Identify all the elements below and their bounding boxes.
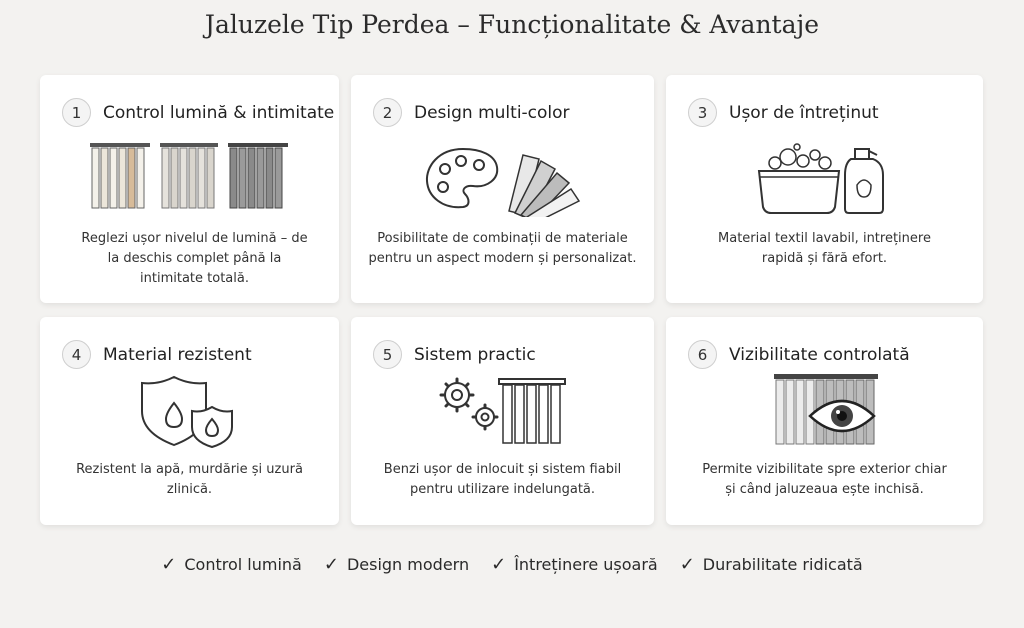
feature-card-light-control <box>40 75 339 303</box>
card-header <box>373 98 570 127</box>
feature-card-controlled-visibility <box>666 317 983 525</box>
benefit-item <box>680 554 863 575</box>
card-title: Ușor de întreținut <box>729 102 879 123</box>
page-title: Jaluzele Tip Perdea – Funcționalitate & Avantaje <box>204 10 820 39</box>
card-title: Material rezistent <box>103 344 252 365</box>
card-title: Vizibilitate controlată <box>729 344 910 365</box>
card-header <box>62 340 252 369</box>
card-header <box>688 98 879 127</box>
card-number-badge: 5 <box>373 340 402 369</box>
card-title: Design multi-color <box>414 102 570 123</box>
feature-card-multicolor <box>351 75 654 303</box>
blinds-three-panels-icon <box>40 141 339 213</box>
checkmark-icon: ✓ <box>323 554 339 575</box>
card-description: Rezistent la apă, murdărie și uzură zlinică. <box>76 462 303 497</box>
card-description: Permite vizibilitate spre exterior chiar și când jaluzeaua ește inchisă. <box>702 462 947 497</box>
card-description: Benzi ușor de inlocuit și sistem fiabil pentru utilizare indelungată. <box>383 462 622 497</box>
benefit-label: Control lumină <box>184 555 302 574</box>
benefit-label: Durabilitate ridicată <box>702 555 863 574</box>
card-header <box>373 340 536 369</box>
card-number-badge: 3 <box>688 98 717 127</box>
card-title: Sistem practic <box>414 344 536 365</box>
feature-card-durable-material <box>40 317 339 525</box>
benefit-item <box>491 554 658 575</box>
card-number-badge: 4 <box>62 340 91 369</box>
feature-card-practical-system <box>351 317 654 525</box>
card-header <box>62 98 334 127</box>
card-title: Control lumină & intimitate <box>103 102 335 123</box>
eye-blinds-icon <box>666 372 983 448</box>
card-description: Material textil lavabil, intreținere rapidă și fără efort. <box>718 231 931 266</box>
card-number-badge: 6 <box>688 340 717 369</box>
card-description: Reglezi ușor nivelul de lumină – de la deschis complet până la intimitate totală. <box>81 231 308 286</box>
features-grid <box>40 75 983 525</box>
card-description: Posibilitate de combinații de materiale pentru un aspect modern și personalizat. <box>368 231 637 266</box>
checkmark-icon: ✓ <box>679 554 695 575</box>
card-number-badge: 1 <box>62 98 91 127</box>
palette-swatches-icon <box>351 141 654 217</box>
basin-detergent-icon <box>666 141 983 217</box>
benefit-label: Întreținere ușoară <box>514 555 658 574</box>
gears-blinds-icon <box>351 373 654 449</box>
shield-drops-icon <box>40 373 339 449</box>
benefit-label: Design modern <box>346 555 470 574</box>
checkmark-icon: ✓ <box>161 554 177 575</box>
benefit-item <box>324 554 469 575</box>
benefits-footer <box>0 554 1024 575</box>
checkmark-icon: ✓ <box>491 554 507 575</box>
card-header <box>688 340 910 369</box>
card-number-badge: 2 <box>373 98 402 127</box>
benefit-item <box>161 554 302 575</box>
feature-card-maintenance <box>666 75 983 303</box>
